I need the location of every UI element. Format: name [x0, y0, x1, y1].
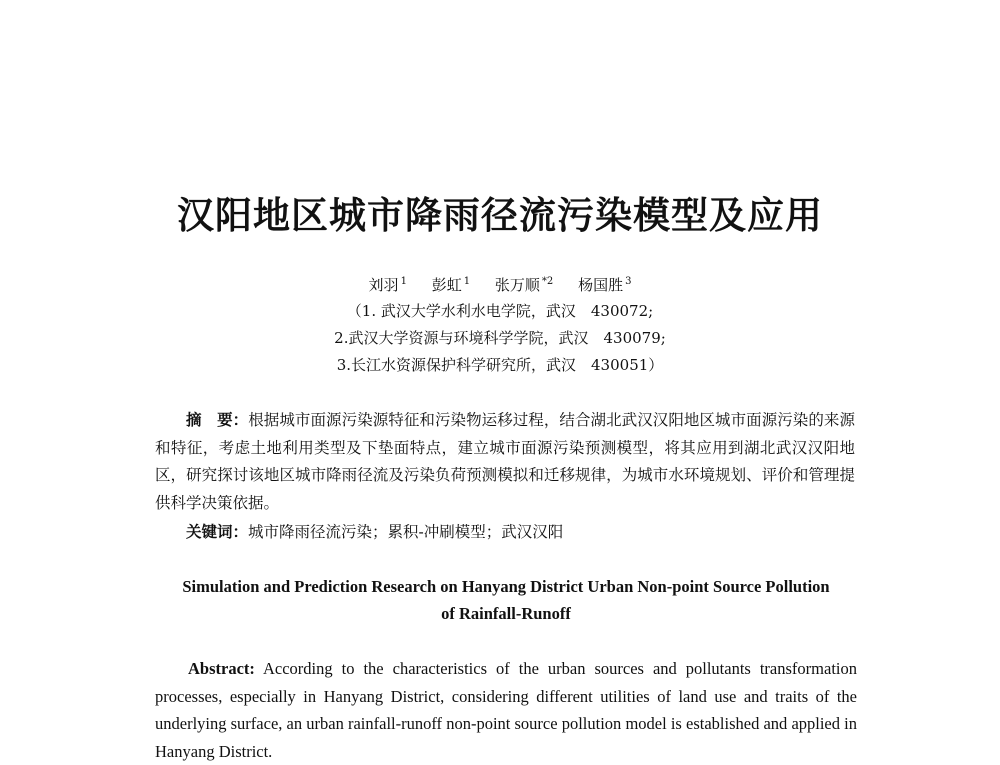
author-affiliation-mark: 3: [625, 276, 632, 287]
keywords-chinese: [186, 518, 856, 546]
author: [495, 272, 553, 295]
keywords-text: 城市降雨径流污染；累积-冲刷模型；武汉汉阳: [248, 523, 564, 541]
abstract-chinese: [155, 406, 855, 517]
paper-title: 汉阳地区城市降雨径流污染模型及应用: [177, 193, 823, 237]
english-title-line: of Rainfall-Runoff: [441, 604, 571, 623]
english-title-line: Simulation and Prediction Research on Hanyang District Urban Non-point Source Pollution: [182, 577, 830, 596]
abstract-chinese-text: 根据城市面源污染源特征和污染物运移过程，结合湖北武汉汉阳地区城市面源污染的来源和特征，考虑土地利用类型及下垫面特点，建立城市面源污染预测模型，将其应用到湖北武汉汉阳地区，研究探讨该地区城市降雨径流及污染负荷预测模拟和迁移规律，为城市水环境规划、评价和管理提供科学决策依据。: [155, 411, 855, 512]
author-affiliation-mark: 1: [400, 276, 407, 287]
author-affiliation-mark: 1: [463, 276, 471, 287]
keywords-label: 关键词：: [186, 522, 249, 541]
abstract-english: [155, 655, 857, 765]
author: [432, 272, 470, 295]
affiliation-line: 3.长江水资源保护科学研究所，武汉 430051）: [336, 356, 664, 374]
author-name: 张万顺: [494, 276, 540, 294]
abstract-english-text: According to the characteristics of the urban sources and pollutants transformation processes, especially in Hanyang District, considering different utilities of land use and traits of the underlying surface, an urban rainfall-runoff non-point source pollution model is established and applied in Hanyang District.: [155, 659, 857, 761]
affiliation-line: （1. 武汉大学水利水电学院，武汉 430072;: [346, 302, 654, 320]
author: [578, 272, 631, 295]
english-title: [150, 573, 862, 627]
abstract-english-label: Abstract:: [188, 659, 255, 678]
abstract-chinese-label: 摘 要：: [186, 410, 249, 429]
author-affiliation-mark: *2: [541, 276, 554, 287]
author-name: 刘羽: [368, 276, 399, 294]
affiliation-list: [0, 298, 1000, 379]
author-name: 杨国胜: [578, 276, 624, 294]
author-list: [0, 272, 1000, 295]
affiliation-line: 2.武汉大学资源与环境科学学院，武汉 430079;: [334, 329, 666, 347]
author: [369, 272, 407, 295]
author-name: 彭虹: [431, 276, 462, 294]
